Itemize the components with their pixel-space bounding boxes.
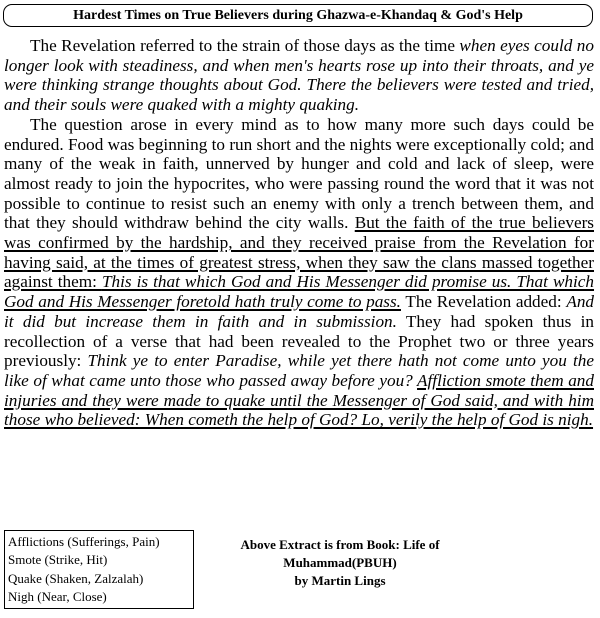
revelation-quote-3: Think ye to enter Paradise, while yet there hath not come unto you the like of what came unto those who passed away before you? (4, 351, 594, 390)
source-credit-line-2: by Martin Lings (294, 573, 386, 588)
paragraph-2 (4, 115, 594, 430)
paragraph-2-text-3: They had spoken thus in recollection of a verse that had been revealed to the Prophet two or three years previously: (4, 311, 594, 371)
paragraph-2-text-2: The Revelation added: (400, 292, 567, 312)
paragraph-2-text-1: The question arose in every mind as to how many more such days could be endured. Food was beginning to run short and the nights were exceptionally cold; and many of the weak in faith, unnerved by hunger and cold and lack of sleep, were almost ready to join the hypocrites, who were passing round the word that it was not possible to continue to resist such an enemy with only a trench between them, and that they should withdraw behind the city walls. (4, 114, 594, 233)
glossary-item: Afflictions (Sufferings, Pain) (8, 534, 160, 549)
paragraph-1-lead: The Revelation referred to the strain of those days as the time (30, 36, 460, 55)
revelation-quote-1: when eyes could no longer look with steadiness, and when men's hearts rose up into their throats, and ye were thinking strange thoughts about God. There the believers were tested and tried, and their souls were quaked with a mighty quaking. (4, 36, 594, 115)
glossary-item: Nigh (Near, Close) (8, 588, 107, 604)
article-body (4, 36, 594, 430)
underlined-passage-1: But the faith of the true believers was confirmed by the hardship, and they received praise from the Revelation for having said, at the times of greatest stress, when they saw the clans massed together against them: (4, 213, 594, 292)
underlined-quote-1: This is that which God and His Messenger did promise us. That which God and His Messenger foretold hath truly come to pass. (4, 272, 595, 312)
glossary-item: Quake (Shaken, Zalzalah) (8, 570, 144, 586)
page-title: Hardest Times on True Believers during Ghazwa-e-Khandaq & God's Help (3, 4, 593, 27)
glossary-box (4, 530, 194, 609)
underlined-quote-2: Affliction smote them and injuries and they were made to quake until the Messenger of God said, and with him those who believed: When cometh the help of God? Lo, verily the help of God is nigh. (4, 370, 594, 430)
glossary-item: Smote (Strike, Hit) (8, 552, 108, 568)
source-credit-line-1: Above Extract is from Book: Life of Muhammad(PBUH) (240, 537, 440, 570)
revelation-quote-2: And it did but increase them in faith and in submission. (4, 292, 595, 331)
paragraph-1 (4, 36, 594, 115)
source-credit (205, 536, 475, 590)
